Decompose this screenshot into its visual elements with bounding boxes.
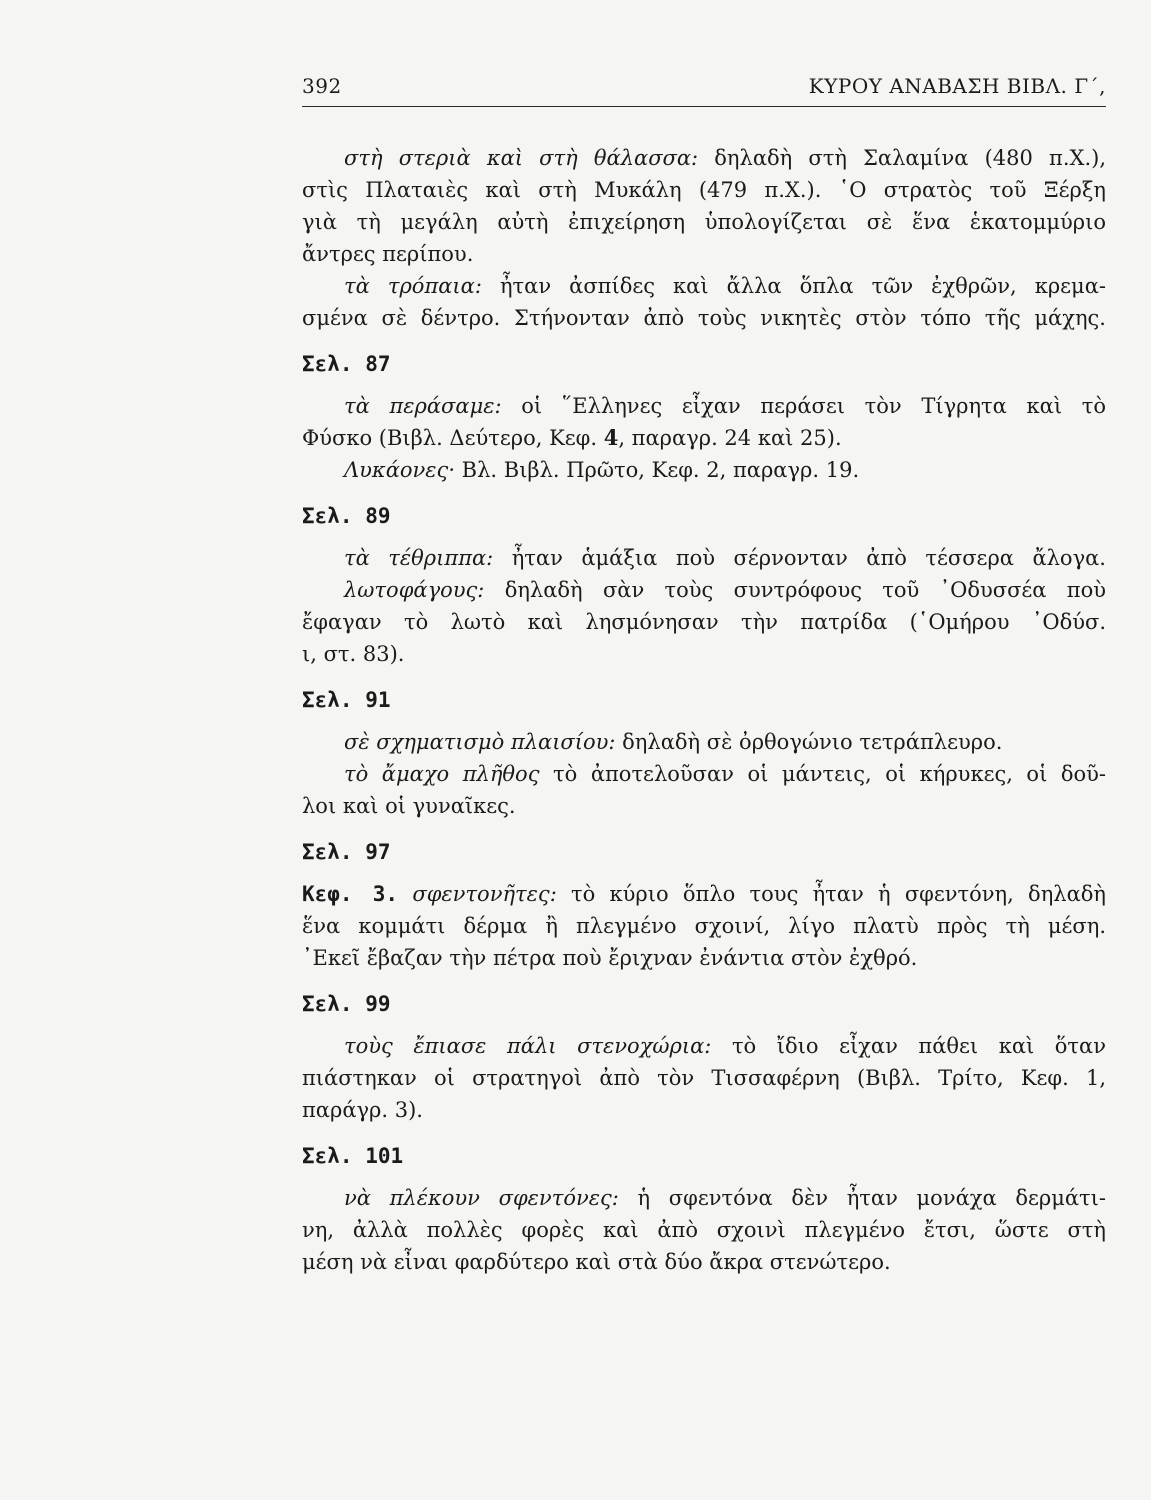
- note-term: στὴ στεριὰ καὶ στὴ θάλασσα:: [344, 146, 699, 170]
- note-text: τὸ ἀποτελοῦσαν οἱ μάντεις, οἱ κήρυκες, οἱ δοῦ-: [539, 762, 1106, 786]
- note-text: δηλαδὴ σὲ ὀρθογώνιο τετράπλευρο.: [615, 730, 1003, 754]
- section-heading: Σελ. 99: [302, 992, 391, 1016]
- note-line: παράγρ. 3).: [302, 1098, 423, 1122]
- running-header: [302, 70, 1106, 107]
- note-line: ἕνα κομμάτι δέρμα ἢ πλεγμένο σχοινί, λίγο πλατὺ πρὸς τὴ μέση.: [302, 914, 1106, 938]
- note-term: τὰ περάσαμε:: [344, 394, 502, 418]
- section-heading: Σελ. 89: [302, 504, 391, 528]
- page-number: 392: [302, 74, 342, 98]
- note-term: τὰ τρόπαια:: [344, 274, 482, 298]
- note-text: τὸ κύριο ὅπλο τους ἦταν ἡ σφεντόνη, δηλαδὴ: [556, 882, 1106, 906]
- note-text: δηλαδὴ στὴ Σαλαμίνα (480 π.Χ.),: [698, 146, 1106, 170]
- note-text: δηλαδὴ σὰν τοὺς συντρόφους τοῦ ᾽Οδυσσέα ποὺ: [484, 578, 1106, 602]
- note-line: [302, 726, 1106, 758]
- note-text: ἡ σφεντόνα δὲν ἦταν μονάχα δερμάτι-: [618, 1186, 1106, 1210]
- note-line: [302, 142, 1106, 174]
- note-text: τὸ ἴδιο εἶχαν πάθει καὶ ὅταν: [711, 1034, 1106, 1058]
- note-line: ι, στ. 83).: [302, 642, 405, 666]
- note-term: Λυκάονες·: [344, 458, 455, 482]
- note-line: ἔφαγαν τὸ λωτὸ καὶ λησμόνησαν τὴν πατρίδα (῾Ομήρου ᾽Οδύσ.: [302, 610, 1106, 634]
- note-line: [302, 454, 1106, 486]
- section-heading: Σελ. 87: [302, 352, 391, 376]
- note-term: σφεντονῆτες:: [412, 882, 557, 906]
- note-term: τὸ ἄμαχο πλῆθος: [344, 762, 540, 786]
- page-body: [302, 142, 1106, 1278]
- note-line: [302, 758, 1106, 790]
- chapter-number: 4: [603, 425, 619, 450]
- note-term: νὰ πλέκουν σφεντόνες:: [344, 1186, 619, 1210]
- section-heading: Σελ. 97: [302, 840, 391, 864]
- note-text: ἦταν ἀσπίδες καὶ ἄλλα ὅπλα τῶν ἐχθρῶν, κρεμα-: [481, 274, 1106, 298]
- note-term: λωτοφάγους:: [344, 578, 485, 602]
- note-text: Βλ. Βιβλ. Πρῶτο, Κεφ. 2, παραγρ. 19.: [455, 458, 860, 482]
- note-term: τὰ τέθριππα:: [344, 546, 494, 570]
- note-line: ᾽Εκεῖ ἔβαζαν τὴν πέτρα ποὺ ἔριχναν ἐνάντια στὸν ἐχθρό.: [302, 946, 918, 970]
- note-line: [302, 1030, 1106, 1062]
- note-text: , παραγρ. 24 καὶ 25).: [618, 426, 842, 450]
- note-line: [302, 390, 1106, 422]
- running-title: ΚΥΡΟΥ ΑΝΑΒΑΣΗ ΒΙΒΛ. Γ΄,: [808, 74, 1106, 98]
- note-line: στὶς Πλαταιὲς καὶ στὴ Μυκάλη (479 π.Χ.). ῾Ο στρατὸς τοῦ Ξέρξη: [302, 178, 1106, 202]
- chapter-label: Κεφ. 3.: [302, 882, 399, 906]
- note-line: λοι καὶ οἱ γυναῖκες.: [302, 794, 516, 818]
- note-line: πιάστηκαν οἱ στρατηγοὶ ἀπὸ τὸν Τισσαφέρνη (Βιβλ. Τρίτο, Κεφ. 1,: [302, 1066, 1106, 1090]
- note-line: ἄντρες περίπου.: [302, 242, 474, 266]
- note-line: νη, ἀλλὰ πολλὲς φορὲς καὶ ἀπὸ σχοινὶ πλεγμένο ἔτσι, ὥστε στὴ: [302, 1218, 1106, 1242]
- section-heading: Σελ. 101: [302, 1144, 404, 1168]
- note-line: γιὰ τὴ μεγάλη αὐτὴ ἐπιχείρηση ὑπολογίζεται σὲ ἕνα ἑκατομμύριο: [302, 210, 1106, 234]
- section-heading: Σελ. 91: [302, 688, 391, 712]
- note-line: [302, 878, 1106, 910]
- note-line: [302, 574, 1106, 606]
- note-text: ἦταν ἁμάξια ποὺ σέρνονταν ἀπὸ τέσσερα ἄλογα.: [493, 546, 1106, 570]
- note-line: [302, 422, 1106, 454]
- note-text: οἱ ῞Ελληνες εἶχαν περάσει τὸν Τίγρητα καὶ τὸ: [501, 394, 1106, 418]
- note-line: [302, 542, 1106, 574]
- note-line: [302, 270, 1106, 302]
- note-term: τοὺς ἔπιασε πάλι στενοχώρια:: [344, 1034, 712, 1058]
- note-term: σὲ σχηματισμὸ πλαισίου:: [344, 730, 616, 754]
- note-text: Φύσκο (Βιβλ. Δεύτερο, Κεφ.: [302, 426, 604, 450]
- note-line: [302, 1182, 1106, 1214]
- note-line: σμένα σὲ δέντρο. Στήνονταν ἀπὸ τοὺς νικητὲς στὸν τόπο τῆς μάχης.: [302, 306, 1106, 330]
- note-line: μέση νὰ εἶναι φαρδύτερο καὶ στὰ δύο ἄκρα στενώτερο.: [302, 1250, 891, 1274]
